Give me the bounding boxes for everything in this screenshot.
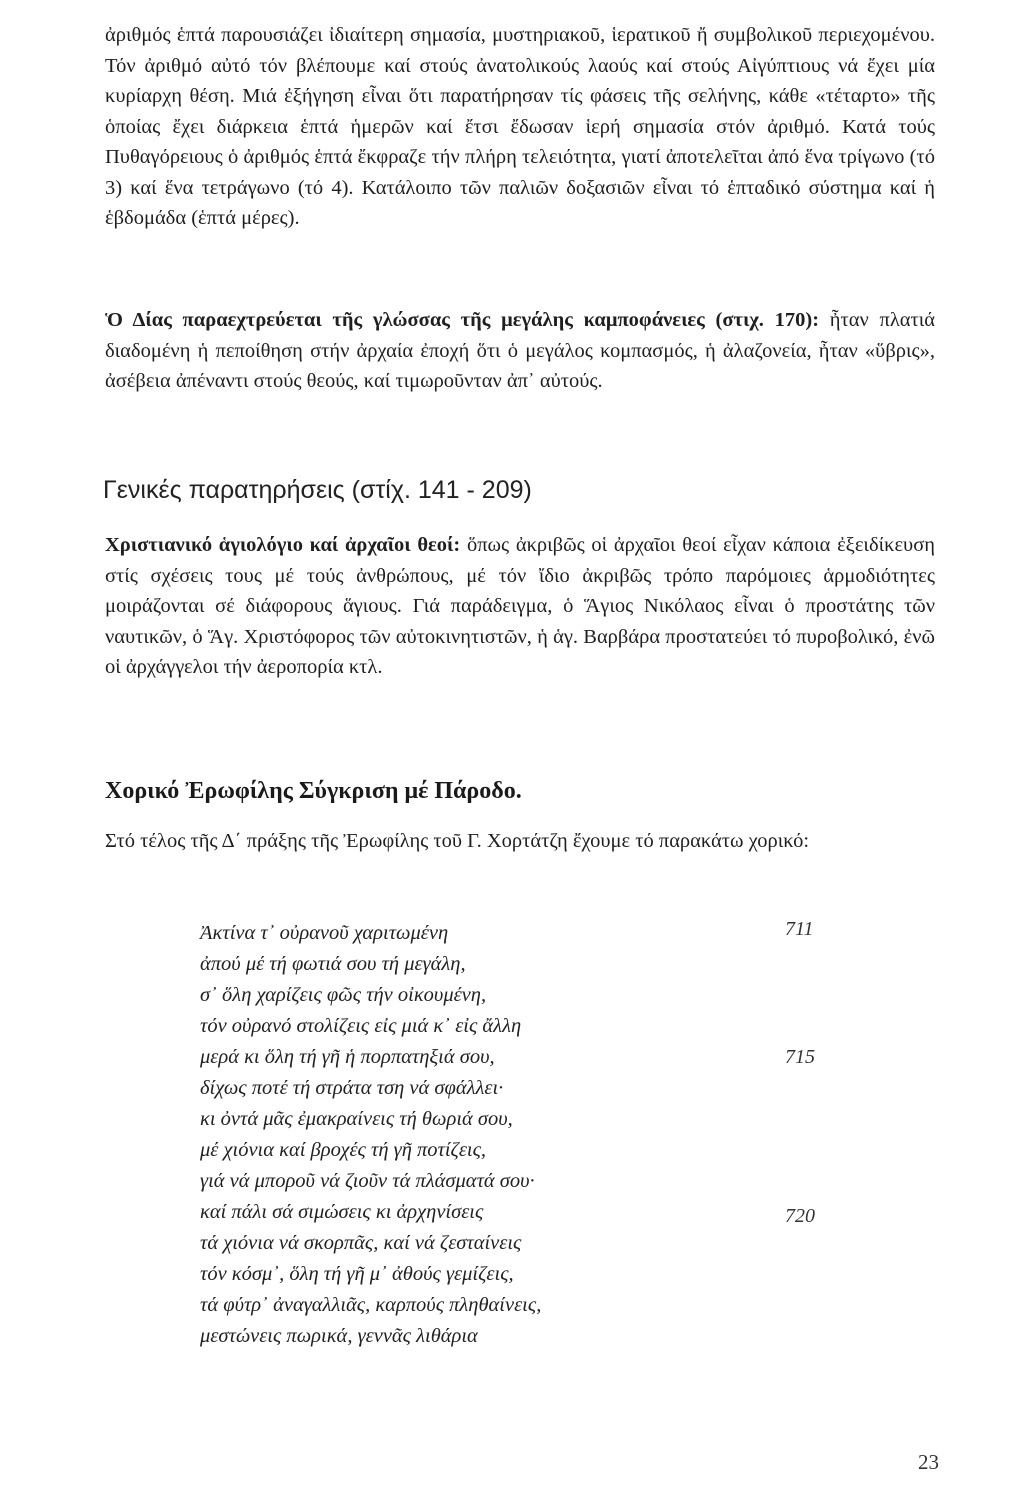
page-number: 23: [918, 1450, 939, 1474]
section-heading-general-remarks: Γενικές παρατηρήσεις (στίχ. 141 - 209): [103, 476, 532, 504]
poem-line: τά χιόνια νά σκορπᾶς, καί νά ζεσταίνεις: [200, 1232, 522, 1254]
poem-line: μερά κι ὅλη τή γῆ ἡ πορπατηξιά σου,: [200, 1046, 495, 1068]
poem-line: μέ χιόνια καί βροχές τή γῆ ποτίζεις,: [200, 1139, 487, 1161]
poem-line: τόν κόσμ᾿, ὅλη τή γῆ μ᾿ ἀθούς γεμίζεις,: [200, 1263, 514, 1285]
poem-line: καί πάλι σά σιμώσεις κι ἀρχηνίσεις: [200, 1201, 484, 1223]
poem-line: δίχως ποτέ τή στράτα τση νά σφάλλει·: [200, 1077, 504, 1099]
paragraph-intro-choral: Στό τέλος τῆς Δ΄ πράξης τῆς Ἐρωφίλης τοῦ Γ. Χορτάτζη ἔχουμε τό παρακάτω χορικό:: [105, 830, 810, 852]
poem-line: μεστώνεις πωρικά, γεννᾶς λιθάρια: [200, 1325, 478, 1347]
poem-line: τά φύτρ᾿ ἀναγαλλιᾶς, καρπούς πληθαίνεις,: [200, 1294, 542, 1316]
paragraph-lead-bold: Χριστιανικό ἁγιολόγιο καί ἀρχαῖοι θεοί:: [105, 534, 461, 556]
section-heading-choral-ode: Χορικό Ἐρωφίλης Σύγκριση μέ Πάροδο.: [105, 778, 522, 804]
poem-line: Ἀκτίνα τ᾿ οὐρανοῦ χαριτωμένη: [200, 922, 449, 944]
poem-block: [200, 918, 840, 1352]
poem-line: τόν οὐρανό στολίζεις εἰς μιά κ᾿ εἰς ἄλλη: [200, 1015, 522, 1037]
paragraph-zeus-boasting: [105, 305, 935, 397]
poem-line: ἀπού μέ τή φωτιά σου τή μεγάλη,: [200, 953, 466, 975]
paragraph-body: ὅπως ἀκριβῶς οἱ ἀρχαῖοι θεοί εἶχαν κάποια ἐξειδίκευση στίς σχέσεις τους μέ τούς ἀνθρώπους, μέ τόν ἴδιο ἀκριβῶς τρόπο παρόμοιες ἁρμοδιότητες μοιράζονται σέ διάφορους ἅγιους. Γιά παράδειγμα, ὁ Ἅγιος Νικόλαος εἶναι ὁ προστάτης τῶν ναυτικῶν, ὁ Ἅγ. Χριστόφορος τῶν αὐτοκινητιστῶν, ἡ ἁγ. Βαρβάρα προστατεύει τό πυροβολικό, ἐνῶ οἱ ἀρχάγγελοι τήν ἀεροπορία κτλ.: [105, 534, 935, 678]
paragraph-saints-and-gods: [105, 530, 935, 683]
poem-line: κι ὀντά μᾶς ἐμακραίνεις τή θωριά σου,: [200, 1108, 513, 1130]
paragraph-lead-bold: Ὁ Δίας παραεχτρεύεται τῆς γλώσσας τῆς μεγάλης καμποφάνειες (στιχ. 170):: [105, 309, 820, 331]
verse-number-715: 715: [785, 1046, 815, 1068]
paragraph-number-seven: ἀριθμός ἑπτά παρουσιάζει ἰδιαίτερη σημασία, μυστηριακοῦ, ἱερατικοῦ ἤ συμβολικοῦ περιεχομένου. Τόν ἀριθμό αὐτό τόν βλέπουμε καί στούς ἀνατολικούς λαούς καί στούς Αἰγύπτιους νά ἔχει μία κυρίαρχη θέση. Μιά ἐξήγηση εἶναι ὅτι παρατήρησαν τίς φάσεις τῆς σελήνης, κάθε «τέταρτο» τῆς ὁποίας ἔχει διάρκεια ἑπτά ἡμερῶν καί ἔτσι ἔδωσαν ἱερή σημασία στόν ἀριθμό. Κατά τούς Πυθαγόρειους ὁ ἀριθμός ἑπτά ἔκφραζε τήν πλήρη τελειότητα, γιατί ἀποτελεῖται ἀπό ἕνα τρίγωνο (τό 3) καί ἕνα τετράγωνο (τό 4). Κατάλοιπο τῶν παλιῶν δοξασιῶν εἶναι τό ἑπταδικό σύστημα καί ἡ ἑβδομάδα (ἑπτά μέρες).: [105, 24, 935, 229]
verse-number-711: 711: [785, 918, 814, 940]
poem-line: σ᾿ ὅλη χαρίζεις φῶς τήν οἰκουμένη,: [200, 984, 487, 1006]
paragraph-body: ἦταν πλατιά διαδομένη ἡ πεποίθηση στήν ἀρχαία ἐποχή ὅτι ὁ μεγάλος κομπασμός, ἡ ἀλαζονεία, ἦταν «ὕβρις», ἀσέβεια ἀπέναντι στούς θεούς, καί τιμωροῦνταν ἀπ᾿ αὐτούς.: [105, 309, 935, 392]
poem-line: γιά νά μποροῦ νά ζιοῦν τά πλάσματά σου·: [200, 1170, 535, 1192]
verse-number-720: 720: [785, 1205, 815, 1227]
